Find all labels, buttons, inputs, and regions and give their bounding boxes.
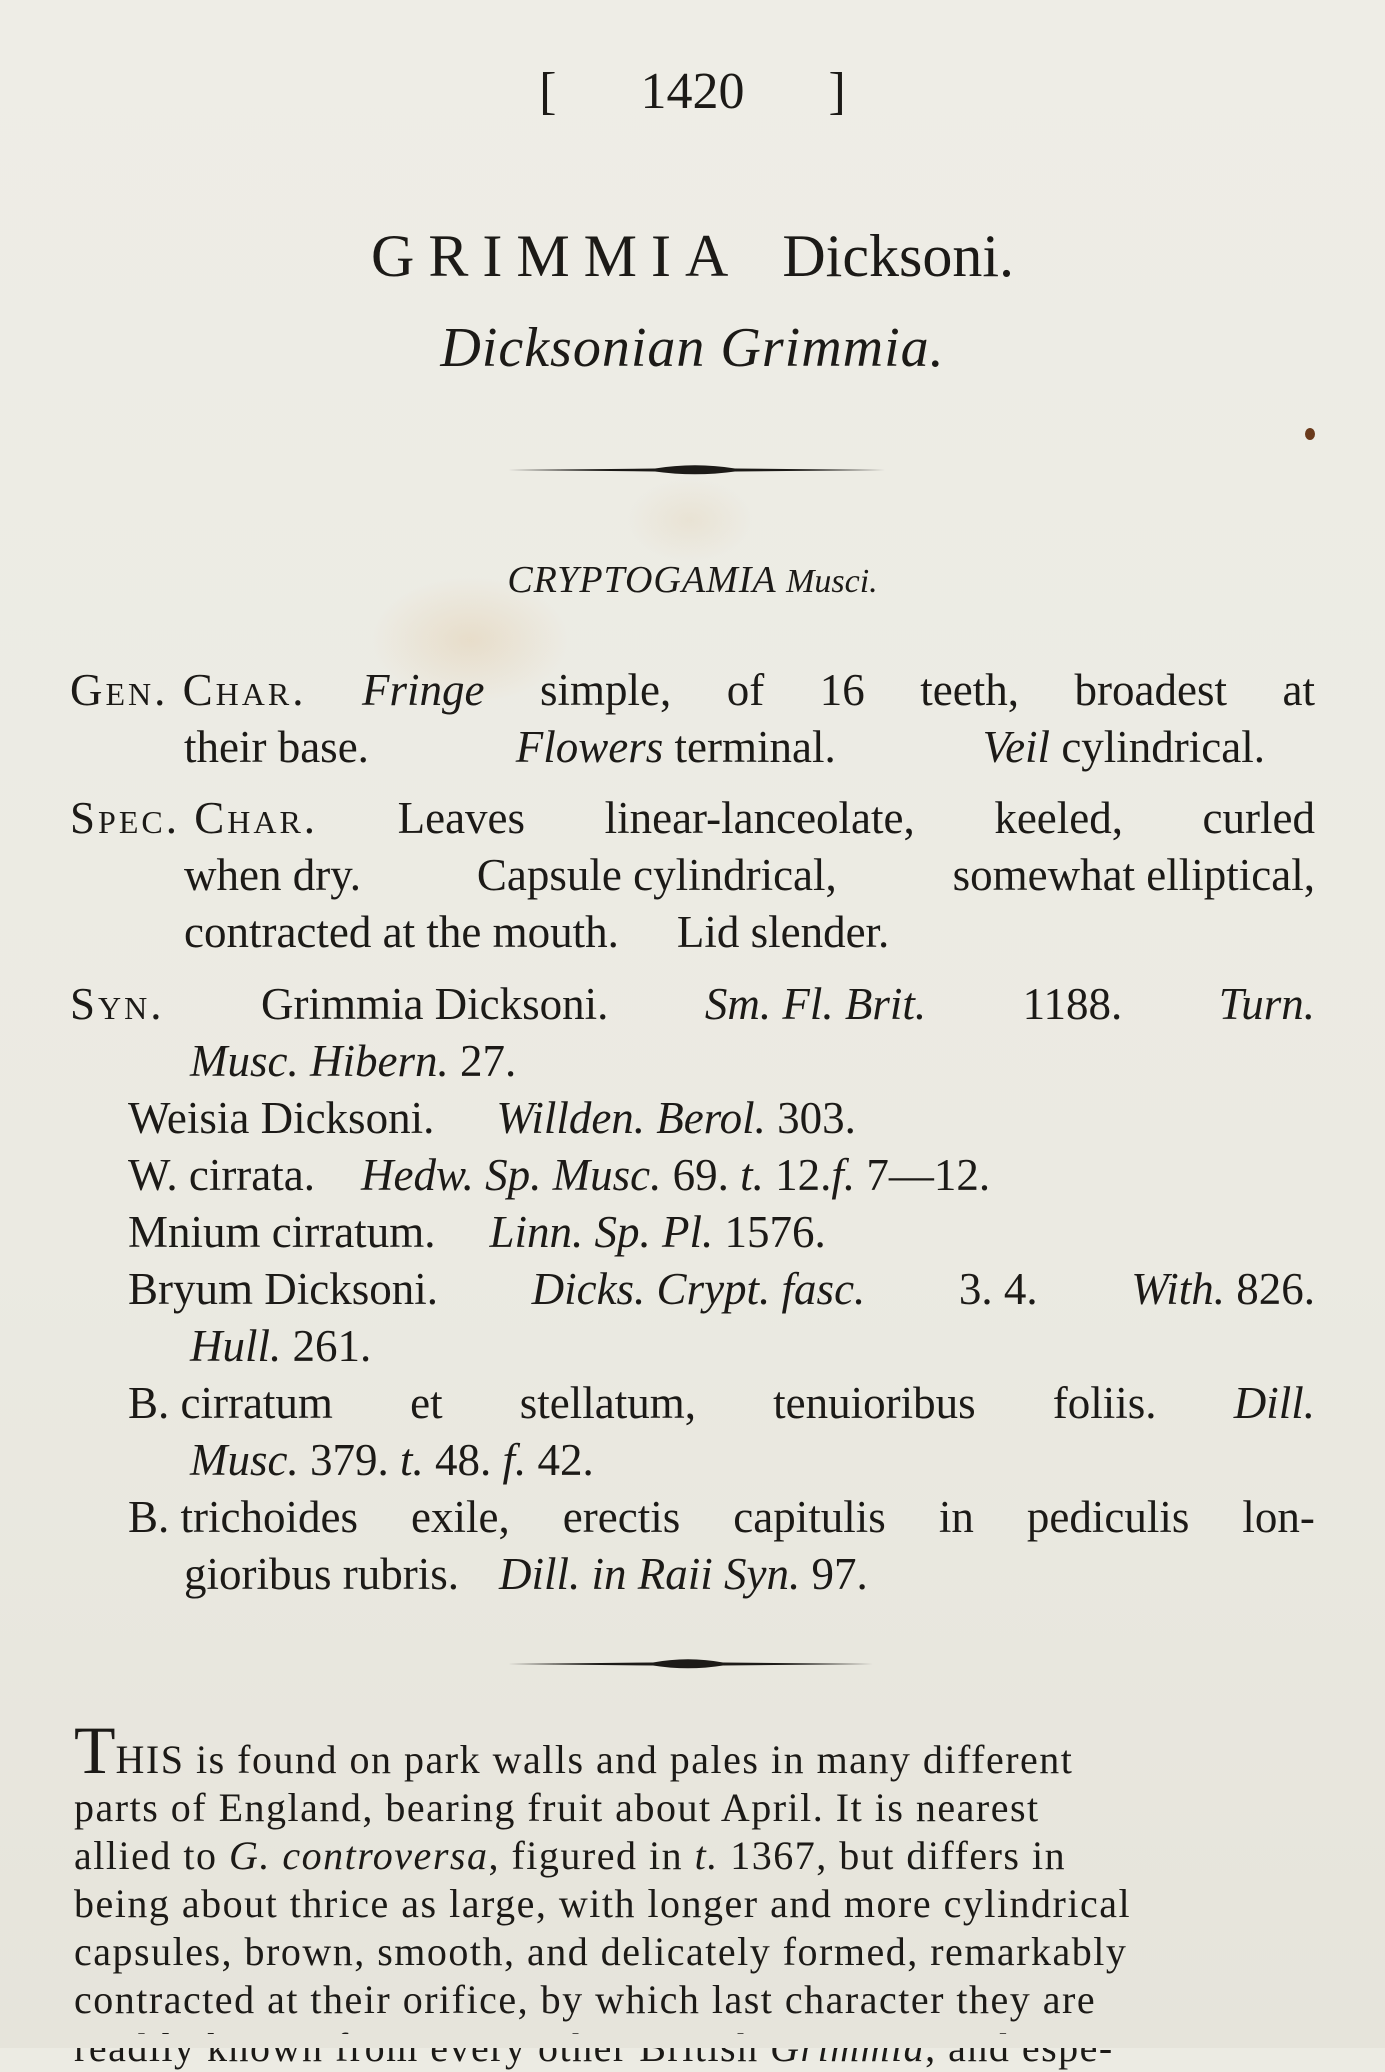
foxing-spot: [1305, 428, 1315, 440]
gen-char-line-2: their base. Flowers terminal. Veil cylindrical.: [184, 722, 1265, 772]
page-bottom-crop: [0, 2034, 1385, 2048]
syn-line-1: Syn. Grimmia Dicksoni. Sm. Fl. Brit. 1188. Turn.: [70, 976, 1315, 1033]
synonyms: [70, 976, 1315, 1603]
syn-line-2: Weisia Dicksoni. Willden. Berol. 303.: [128, 1093, 856, 1143]
desc-line-7: [74, 2024, 1300, 2072]
species-name: Dicksoni.: [782, 223, 1014, 289]
desc-line-3: allied to G. controversa, figured in t. 1367, but differs in: [74, 1833, 1067, 1878]
bracket-close: ]: [828, 63, 846, 120]
syn-line-6b: Musc. 379. t. 48. f. 42.: [190, 1435, 594, 1485]
gen-char-label: Gen. Char.: [70, 665, 307, 715]
classification: [0, 558, 1385, 602]
syn-line-5: Bryum Dicksoni. Dicks. Crypt. fasc. 3. 4. With. 826.: [128, 1264, 1315, 1314]
syn-line-3: W. cirrata. Hedw. Sp. Musc. 69. t. 12. f. 7—12.: [128, 1150, 991, 1200]
spec-char-label: Spec. Char.: [70, 793, 319, 843]
desc-line-2: parts of England, bearing fruit about April. It is nearest: [74, 1785, 1040, 1830]
syn-line-7b: gioribus rubris. Dill. in Raii Syn. 97.: [184, 1549, 868, 1599]
desc-line-4: being about thrice as large, with longer and more cylindrical: [74, 1881, 1132, 1926]
page-number-value: 1420: [640, 63, 745, 120]
syn-line-5b: Hull. 261.: [190, 1321, 372, 1371]
page-number: [0, 62, 1385, 121]
syn-line-7: B. trichoides exile, erectis capitulis in pediculis lon-: [128, 1492, 1315, 1542]
order-name: Musci.: [786, 563, 878, 600]
page-title: [0, 222, 1385, 291]
syn-line-4: Mnium cirratum. Linn. Sp. Pl. 1576.: [128, 1207, 826, 1257]
syn-line-1b: Musc. Hibern. 27.: [190, 1036, 517, 1086]
syn-line-6: B. cirratum et stellatum, tenuioribus foliis. Dill.: [128, 1378, 1315, 1428]
specific-character: [70, 790, 1315, 961]
spec-char-line-2: when dry. Capsule cylindrical, somewhat elliptical,: [184, 850, 1315, 900]
description: [74, 1712, 1300, 2072]
class-name: CRYPTOGAMIA: [507, 559, 777, 601]
drop-cap: T: [74, 1712, 116, 1788]
generic-character: [70, 662, 1315, 776]
genus-name: GRIMMIA: [371, 223, 743, 289]
desc-line-1: THIS is found on park walls and pales in many different: [74, 1712, 1074, 1788]
common-name: Dicksonian Grimmia.: [440, 317, 945, 379]
desc-line-6: contracted at their orifice, by which last character they are: [74, 1977, 1097, 2022]
syn-label: Syn.: [70, 979, 165, 1029]
spec-char-line-1: Spec. Char. Leaves linear-lanceolate, keeled, curled: [70, 790, 1315, 847]
gen-char-line-1: Gen. Char. Fringe simple, of 16 teeth, broadest at: [70, 662, 1315, 719]
spec-char-line-3: contracted at the mouth. Lid slender.: [184, 907, 890, 957]
bracket-open: [: [539, 63, 557, 120]
desc-line-5: capsules, brown, smooth, and delicately formed, remarkably: [74, 1929, 1128, 1974]
